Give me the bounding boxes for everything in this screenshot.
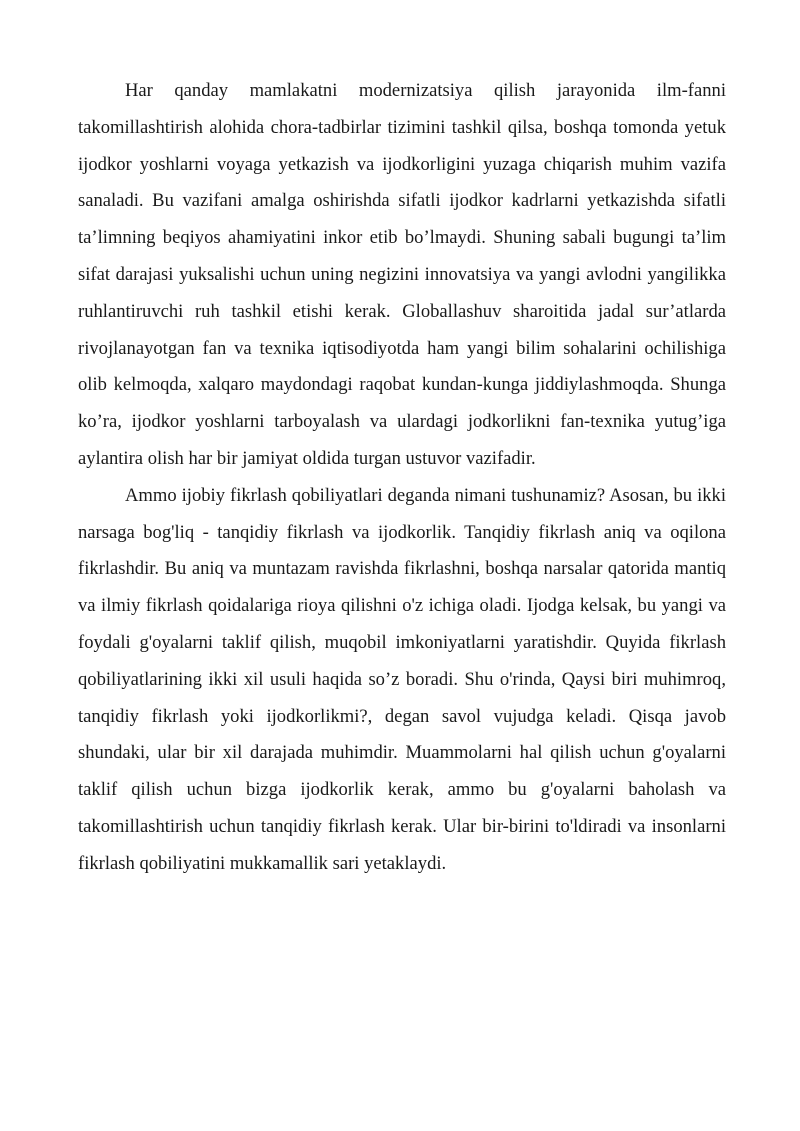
paragraph-1: Har qanday mamlakatni modernizatsiya qilish jarayonida ilm-fanni takomillashtirish alohida chora-tadbirlar tizimini tashkil qilsa, boshqa tomonda yetuk ijodkor yoshlarni voyaga yetkazish va ijodkorligini yuzaga chiqarish muhim vazifa sanaladi. Bu vazifani amalga oshirishda sifatli ijodkor kadrlarni yetkazishda sifatli ta’limning beqiyos ahamiyatini inkor etib bo’lmaydi. Shuning sabali bugungi ta’lim sifat darajasi yuksalishi uchun uning negizini innovatsiya va yangi avlodni yangilikka ruhlantiruvchi ruh tashkil etishi kerak. Globallashuv sharoitida jadal sur’atlarda rivojlanayotgan fan va texnika iqtisodiyotda ham yangi bilim sohalarini ochilishiga olib kelmoqda, xalqaro maydondagi raqobat kundan-kunga jiddiylashmoqda. Shunga ko’ra, ijodkor yoshlarni tarboyalash va ulardagi jodkorlikni fan-texnika yutug’iga aylantira olish har bir jamiyat oldida turgan ustuvor vazifadir. [78, 80, 726, 469]
document-body [78, 73, 726, 883]
paragraph-2: Ammo ijobiy fikrlash qobiliyatlari deganda nimani tushunamiz? Asosan, bu ikki narsaga bog'liq - tanqidiy fikrlash va ijodkorlik. Tanqidiy fikrlash aniq va oqilona fikrlashdir. Bu aniq va muntazam ravishda fikrlashni, boshqa narsalar qatorida mantiq va ilmiy fikrlash qoidalariga rioya qilishni o'z ichiga oladi. Ijodga kelsak, bu yangi va foydali g'oyalarni taklif qilish, muqobil imkoniyatlarni yaratishdir. Quyida fikrlash qobiliyatlarining ikki xil usuli haqida so’z boradi. Shu o'rinda, Qaysi biri muhimroq, tanqidiy fikrlash yoki ijodkorlikmi?, degan savol vujudga keladi. Qisqa javob shundaki, ular bir xil darajada muhimdir. Muammolarni hal qilish uchun g'oyalarni taklif qilish uchun bizga ijodkorlik kerak, ammo bu g'oyalarni baholash va takomillashtirish uchun tanqidiy fikrlash kerak. Ular bir-birini to'ldiradi va insonlarni fikrlash qobiliyatini mukkamallik sari yetaklaydi. [78, 484, 726, 874]
